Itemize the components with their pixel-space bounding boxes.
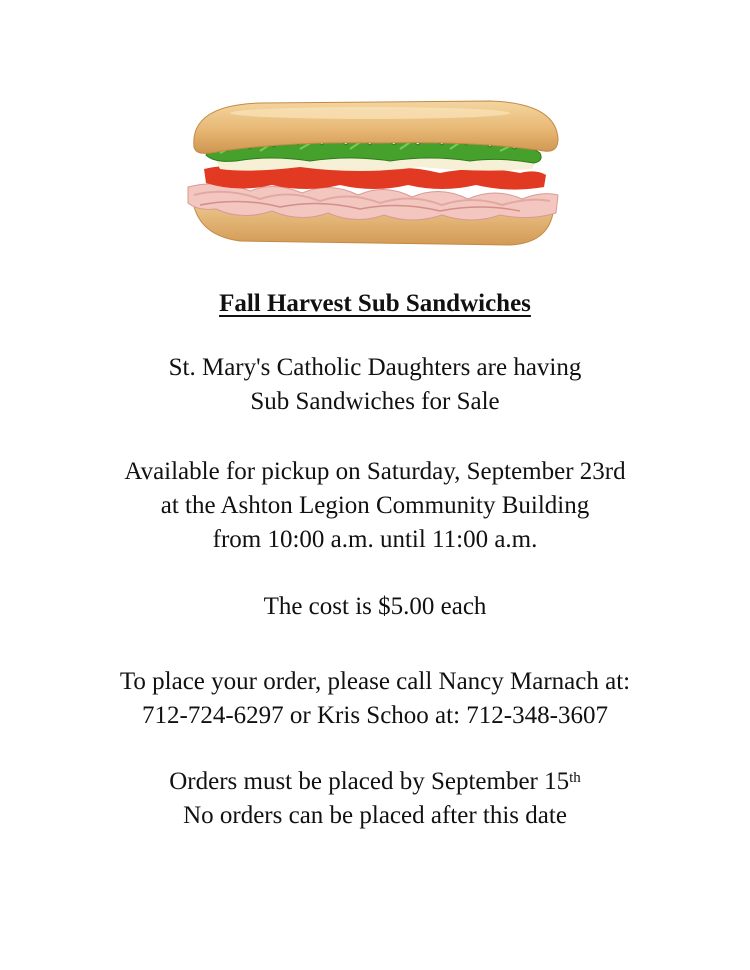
ordinal-suffix: th — [569, 770, 581, 786]
pickup-line: at the Ashton Legion Community Building — [160, 492, 590, 519]
intro-line: St. Mary's Catholic Daughters are having — [168, 354, 582, 381]
deadline-line — [0, 765, 750, 799]
order-contact — [0, 665, 750, 733]
order-line: To place your order, please call Nancy Marnach at: — [119, 668, 631, 695]
intro-line: Sub Sandwiches for Sale — [250, 388, 500, 415]
pickup-details — [0, 455, 750, 557]
intro-text — [0, 351, 750, 419]
pickup-line: Available for pickup on Saturday, September 23rd — [124, 458, 626, 485]
deadline-line: No orders can be placed after this date — [183, 802, 567, 829]
order-deadline — [0, 765, 750, 833]
flyer-title: Fall Harvest Sub Sandwiches — [219, 290, 531, 317]
deadline-text: Orders must be placed by September 15 — [169, 768, 570, 795]
cost-text — [0, 590, 750, 624]
order-phone-line: 712-724-6297 or Kris Schoo at: 712-348-3607 — [142, 702, 608, 729]
pickup-line: from 10:00 a.m. until 11:00 a.m. — [212, 526, 538, 553]
cost-line: The cost is $5.00 each — [263, 593, 487, 620]
sub-sandwich-icon — [180, 95, 570, 255]
